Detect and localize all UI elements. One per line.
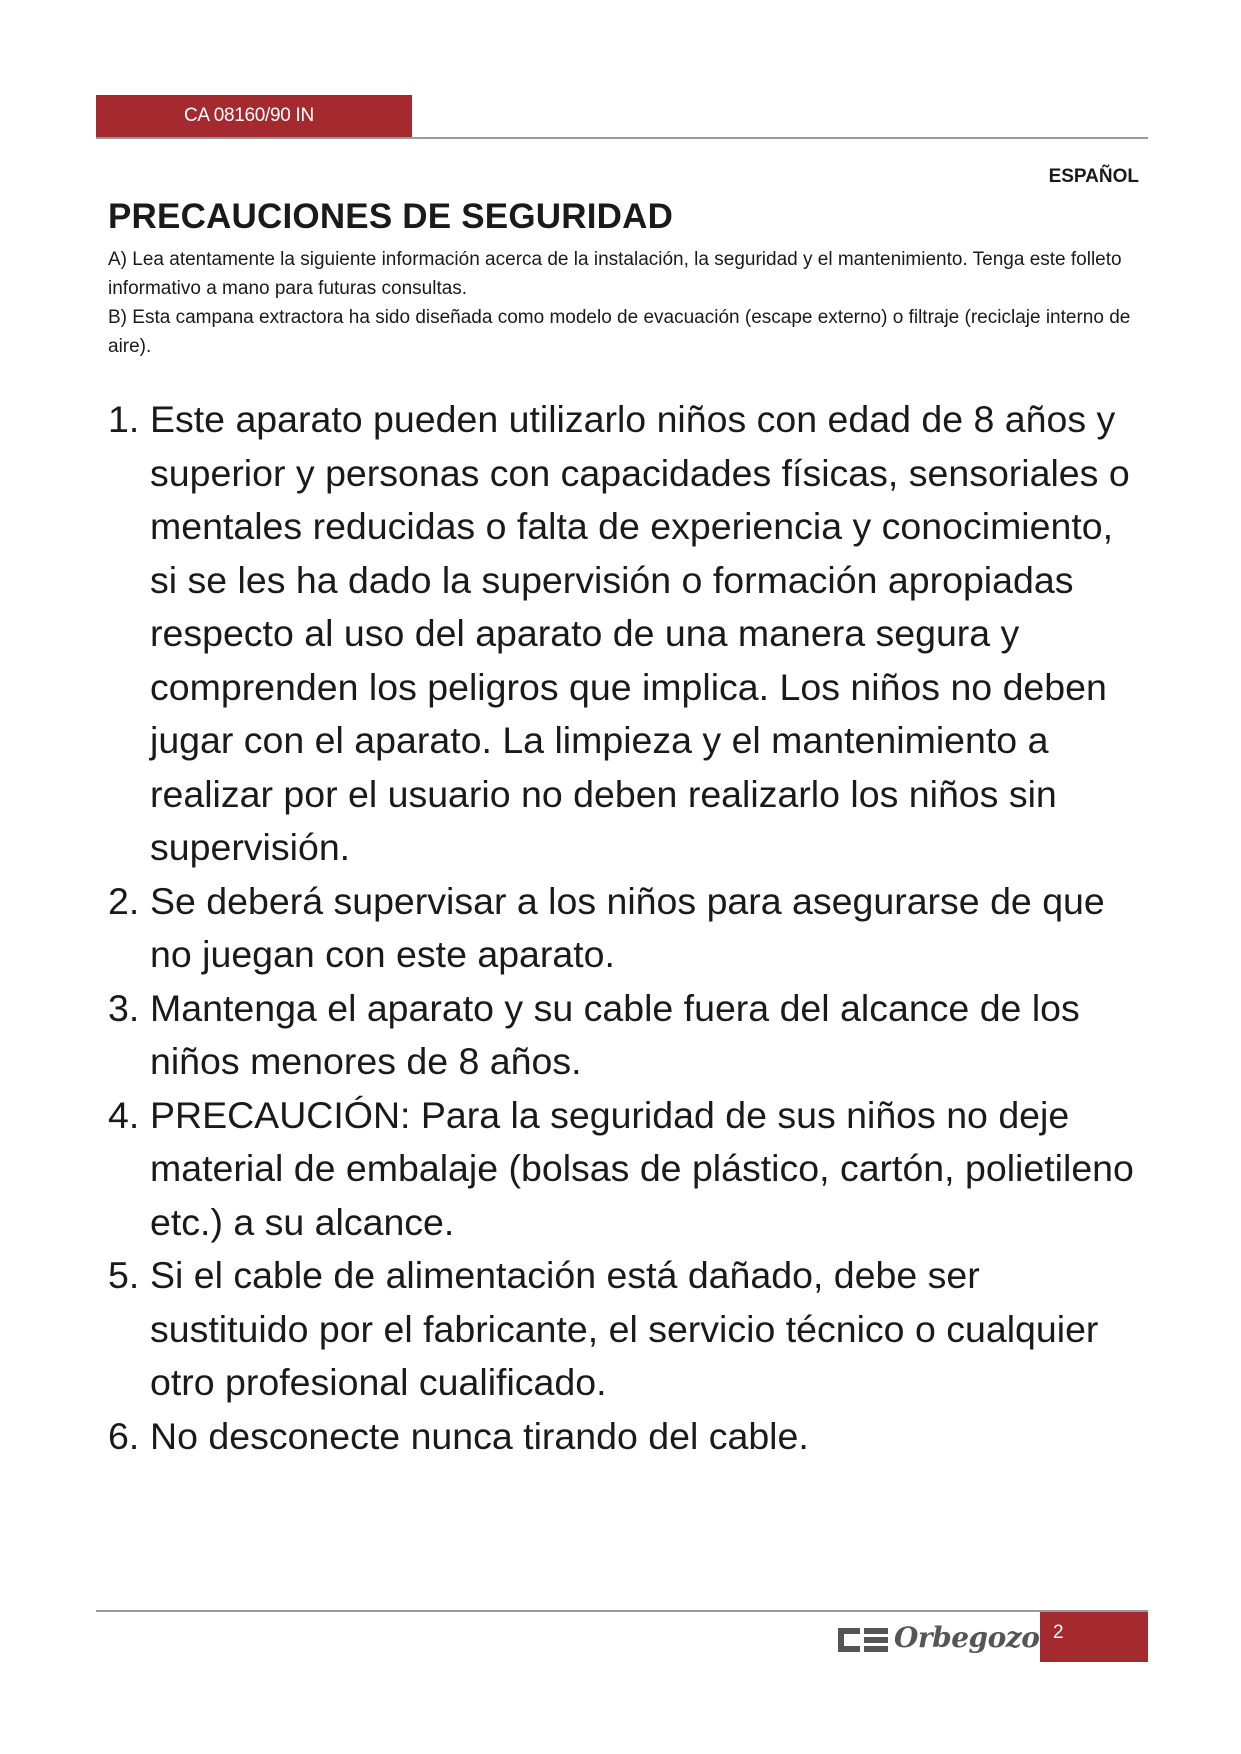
intro-paragraph-b: B) Esta campana extractora ha sido diseñada como modelo de evacuación (escape externo) o filtraje (reciclaje interno de aire). — [108, 307, 1131, 357]
model-header-tab — [96, 95, 412, 137]
intro-section — [108, 245, 1138, 361]
intro-paragraph-a: A) Lea atentamente la siguiente información acerca de la instalación, la seguridad y el mantenimiento. Tenga este folleto informativo a mano para futuras consultas. — [108, 249, 1122, 299]
precaution-text: PRECAUCIÓN: Para la seguridad de sus niños no deje material de embalaje (bolsas de plástico, cartón, polietileno etc.) a su alcance. — [150, 1093, 1134, 1243]
precaution-text: Si el cable de alimentación está dañado, debe ser sustituido por el fabricante, el servicio técnico o cualquier otro profesional cualificado. — [150, 1254, 1099, 1403]
header-divider — [96, 137, 1148, 139]
precaution-number: 4. — [108, 1093, 140, 1136]
precaution-text: Se deberá supervisar a los niños para asegurarse de que no juegan con este aparato. — [150, 879, 1105, 975]
model-number: CA 08160/90 IN — [184, 105, 314, 126]
brand-logo — [838, 1620, 1040, 1660]
brand-mark-icon — [838, 1626, 888, 1654]
precaution-number: 2. — [108, 879, 140, 922]
precaution-item-5 — [108, 1249, 1148, 1410]
precaution-item-3 — [108, 982, 1148, 1089]
brand-name: Orbegozo — [894, 1621, 1040, 1654]
page-title: PRECAUCIONES DE SEGURIDAD — [108, 197, 674, 236]
precaution-number: 3. — [108, 986, 140, 1029]
precaution-item-2 — [108, 875, 1148, 982]
precaution-text: Mantenga el aparato y su cable fuera del alcance de los niños menores de 8 años. — [150, 986, 1080, 1082]
precaution-number: 1. — [108, 398, 140, 440]
language-label: ESPAÑOL — [1048, 166, 1139, 187]
precautions-list — [108, 393, 1148, 1463]
precaution-number: 5. — [108, 1254, 140, 1296]
precaution-text: Este aparato pueden utilizarlo niños con edad de 8 años y superior y personas con capacidades físicas, sensoriales o mentales reducidas o falta de experiencia y conocimiento, si se les ha dado la supervisión o formación apropiadas respecto al uso del aparato de una manera segura y comprenden los peligros que implica. Los niños no deben jugar con el aparato. La limpieza y el mantenimiento a realizar por el usuario no deben realizarlo los niños sin supervisión. — [150, 398, 1130, 868]
precaution-number: 6. — [108, 1414, 140, 1457]
precaution-item-4 — [108, 1089, 1148, 1250]
precaution-item-6 — [108, 1410, 1148, 1464]
precaution-text: No desconecte nunca tirando del cable. — [150, 1414, 809, 1457]
footer-divider — [96, 1610, 1148, 1612]
precaution-item-1 — [108, 393, 1148, 875]
page-number-value: 2 — [1053, 1622, 1064, 1643]
page-number — [1040, 1612, 1148, 1662]
